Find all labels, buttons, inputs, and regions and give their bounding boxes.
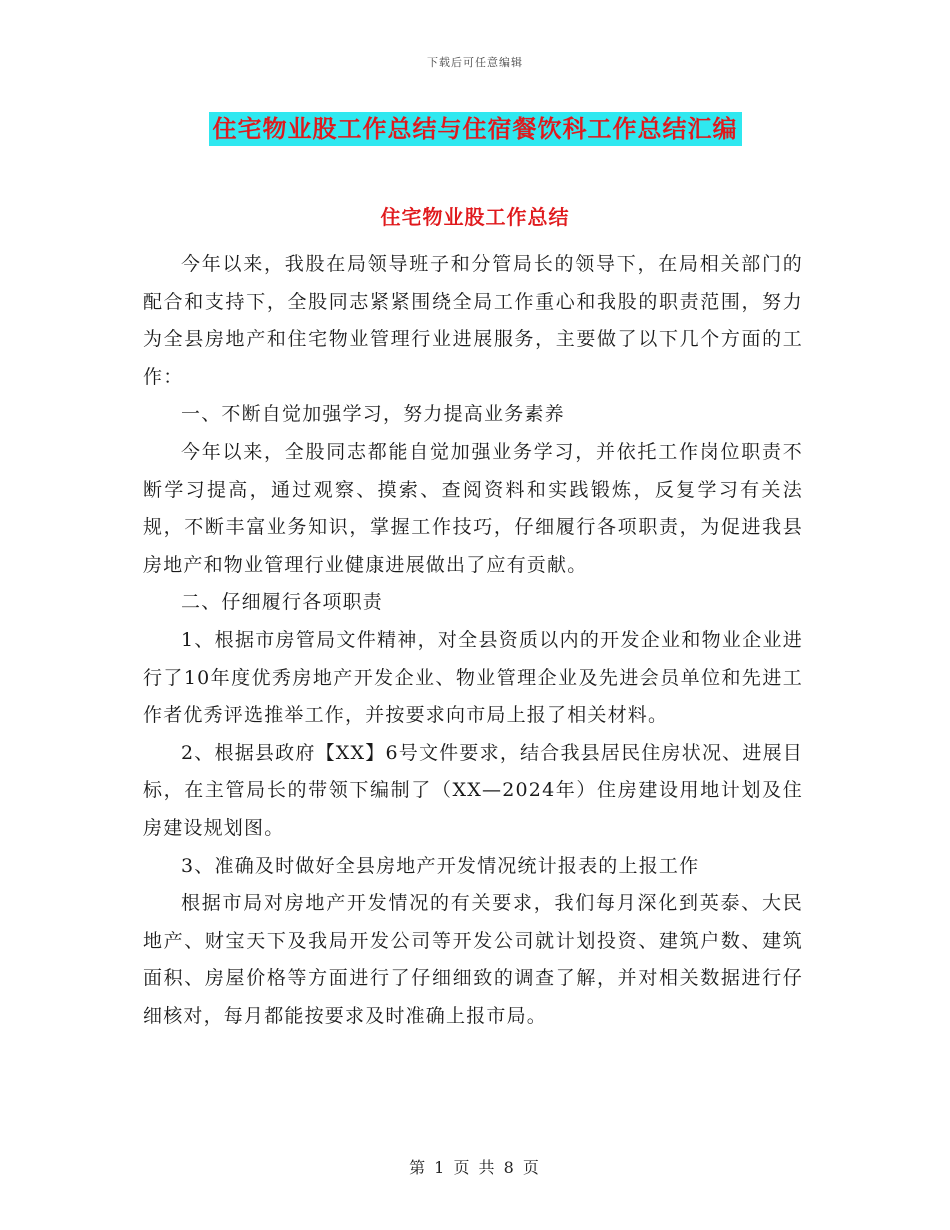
heading-study: 一、不断自觉加强学习，努力提高业务素养 — [181, 403, 565, 426]
paragraph-duty-3: 3、准确及时做好全县房地产开发情况统计报表的上报工作 — [181, 854, 700, 877]
document-title: 住宅物业股工作总结与住宿餐饮科工作总结汇编 — [209, 112, 742, 146]
header-note: 下载后可任意编辑 — [427, 56, 523, 69]
paragraph-study: 今年以来，全股同志都能自觉加强业务学习，并依托工作岗位职责不断学习提高，通过观察、摸索、查阅资料和实践锻炼，反复学习有关法规，不断丰富业务知识，掌握工作技巧，仔细履行各项职责，为促进我县房地产和物业管理行业健康进展做出了应有贡献。 — [143, 440, 803, 576]
paragraph-intro: 今年以来，我股在局领导班子和分管局长的领导下，在局相关部门的配合和支持下，全股同志紧紧围绕全局工作重心和我股的职责范围，努力为全县房地产和住宅物业管理行业进展服务，主要做了以下几个方面的工作： — [143, 253, 803, 388]
heading-duties: 二、仔细履行各项职责 — [181, 591, 384, 614]
document-body — [143, 246, 803, 1035]
page-number: 第 1 页 共 8 页 — [409, 1158, 541, 1177]
section-title: 住宅物业股工作总结 — [380, 205, 570, 229]
document-title-container — [0, 112, 950, 146]
paragraph-duty-2: 2、根据县政府【XX】6号文件要求，结合我县居民住房状况、进展目标，在主管局长的带领下编制了（XX—2024年）住房建设用地计划及住房建设规划图。 — [143, 741, 803, 839]
paragraph-duty-1: 1、根据市房管局文件精神，对全县资质以内的开发企业和物业企业进行了10年度优秀房地产开发企业、物业管理企业及先进会员单位和先进工作者优秀评选推举工作，并按要求向市局上报了相关材料。 — [143, 628, 803, 727]
paragraph-statistics: 根据市局对房地产开发情况的有关要求，我们每月深化到英泰、大民地产、财宝天下及我局开发公司等开发公司就计划投资、建筑户数、建筑面积、房屋价格等方面进行了仔细细致的调查了解，并对相关数据进行仔细核对，每月都能按要求及时准确上报市局。 — [143, 892, 803, 1027]
